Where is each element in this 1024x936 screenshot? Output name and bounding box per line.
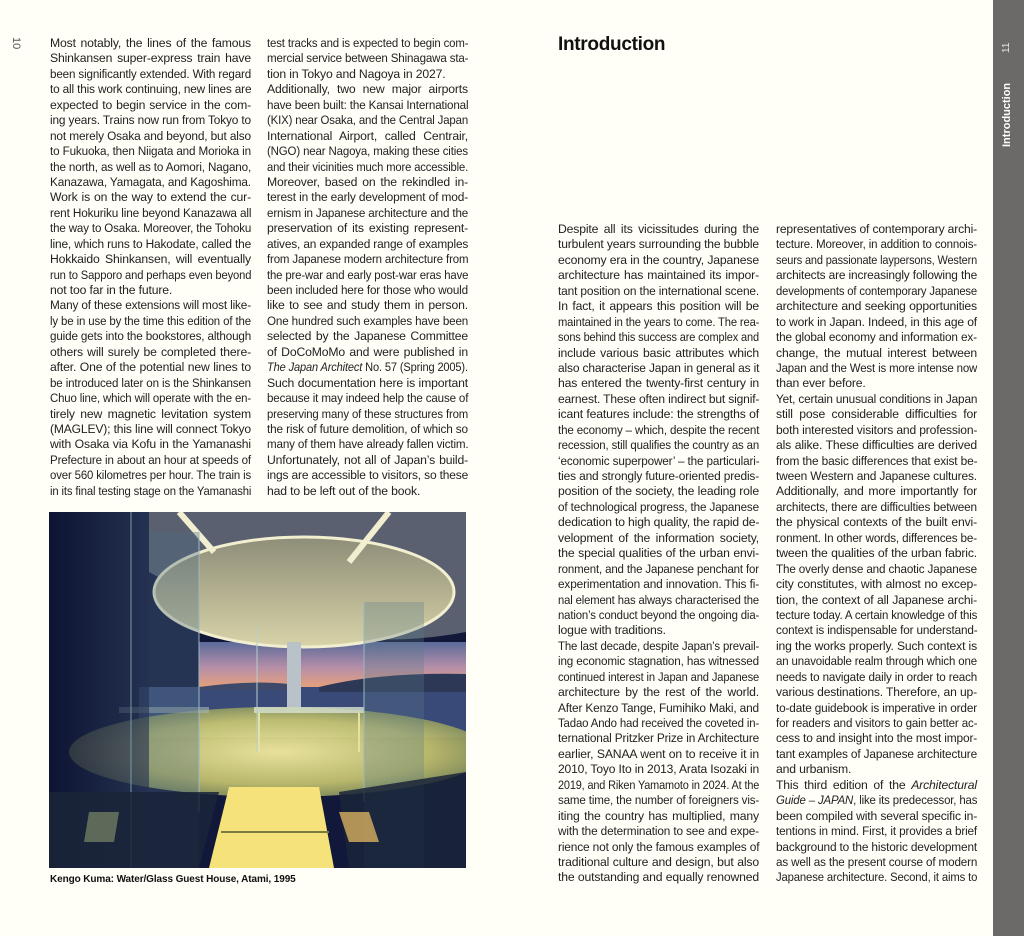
text-line: than ever before. [776,376,866,391]
text-line: Japanese architecture. Second, it aims to [776,870,978,885]
text-line: ‘economic superpower’ – the particulari- [558,453,760,468]
text-line: because it may indeed help the cause of [267,391,469,406]
text-line: ernism in Japanese architecture and the [267,205,469,220]
text-line: recession, still qualifies the country as an [558,438,760,453]
text-line: nation’s conduct beyond the ongoing dia- [558,607,760,622]
text-line: been included here for those who would [267,283,468,297]
text-line: of DoCoMoMo and were published in [267,344,468,359]
text-line: iting the country has multiplied, many [558,808,759,823]
text-line: ing years. Trains now run from Tokyo to [50,113,251,128]
text-line: tentions in mind. First, it provides a brief [776,824,978,839]
text-line: the special qualities of the urban envi- [558,546,759,561]
text-line: to work in Japan. Indeed, in this age of [776,314,977,329]
text-line: ties and strongly future-oriented predis- [558,469,760,483]
text-line: This third edition of the Architectural [776,777,977,792]
text-line: been significantly extended. With regard [50,66,252,81]
right-column-2 [776,222,977,886]
text-line: sons behind this success are complex and [558,330,759,345]
text-line: dedication to high quality, the rapid de- [558,515,760,530]
text-line: tion in Tokyo and Nagoya in 2027. [267,66,446,81]
text-line: architects are increasingly following the [776,268,978,283]
text-line: for readers and visitors to gain better ac- [776,716,978,730]
text-line: Prefecture in about an hour at speeds of [50,452,251,467]
text-line: an unavoidable realm through which one [776,654,977,669]
text-line: the economy – which, despite the recent [558,422,760,437]
text-line: background to the historic development [776,839,978,854]
text-line: icant features include: the strengths of [558,407,759,422]
text-line: architects, there are difficulties between [776,499,977,514]
text-line: preserving many of these structures from [267,406,469,421]
text-line: tecture. Moreover, in addition to connois- [776,237,977,252]
text-line: both interested visitors and profession- [776,422,978,437]
text-line: rience not only the famous examples of [558,839,760,854]
text-line: seurs and passionate laypersons, Western [776,252,978,267]
text-line: run to Sapporo and perhaps even beyond [50,267,252,282]
text-line: architecture and seeking opportunities [776,299,977,314]
text-line: like to see and study them in person. [267,298,468,313]
text-line: tion, the context of all Japanese archi- [776,592,977,607]
text-line: architecture by the rest of the world. [558,685,759,700]
text-line: have been built: the Kansai International [267,97,469,112]
text-line: logue with traditions. [558,623,666,638]
text-line: also characterise Japan in general as it [558,360,760,375]
text-line: tant examples of Japanese architecture [776,746,978,761]
text-line: tirely new magnetic levitation system [50,406,251,421]
text-line: maintained in the years to come. The rea- [558,314,760,329]
text-line: as well as the present course of modern [776,854,978,869]
text-line: Most notably, the lines of the famous [50,36,251,50]
text-line: and urbanism. [776,762,852,777]
text-line: In fact, it appears this position will be [558,299,759,314]
text-line: selected by the Japanese Committee [267,329,468,344]
page-title: Introduction [558,34,666,55]
text-line: Kanazawa, Yamagata, and Kagoshima. [50,174,251,189]
text-line: of technological progress, the Japanese [558,499,759,514]
text-line: Such documentation here is important [267,375,468,390]
text-line: velopment of the information society, [558,530,759,545]
text-line: Guide – JAPAN, like its predecessor, has [776,793,978,808]
text-line: in its final testing stage on the Yamanashi [50,483,252,498]
text-line: ternational Pritzker Prize in Architecture [558,731,760,746]
text-line: still pose considerable difficulties for [776,407,977,422]
text-line: preservation of its existing represent- [267,221,468,236]
left-column-1 [50,36,251,499]
text-line: others will surely be completed there- [50,344,251,359]
text-line: after. One of the potential new lines to [50,360,251,375]
left-column-2 [267,36,468,499]
text-line: the way to Osaka. Moreover, the Tohoku [50,221,252,236]
text-line: Additionally, and more importantly for [776,484,977,499]
text-line: earlier, SANAA went on to receive it in [558,746,759,761]
text-line: (MAGLEV); this line will connect Tokyo [50,421,251,436]
text-line: Work is on the way to extend the cur- [50,190,251,205]
page-number-left: 10 [10,37,22,50]
text-line: Additionally, two new major airports [267,82,468,97]
text-line: ing economic stagnation, has witnessed [558,654,759,669]
text-line: architecture has maintained its impor- [558,268,759,283]
text-line: the global economy and information ex- [776,330,977,345]
photo-caption: Kengo Kuma: Water/Glass Guest House, Atami, 1995 [50,874,296,885]
text-line: rent Hokuriku line beyond Kanazawa all [50,205,252,220]
text-line: The last decade, despite Japan’s prevail- [558,638,760,653]
text-line: line, which runs to Hakodate, called the [50,236,252,251]
right-column-1 [558,222,759,886]
text-line: context is indispensable for understand- [776,623,978,638]
text-line: with the determination to see and expe- [558,824,759,839]
text-line: ronment. In other words, differences be- [776,530,977,545]
text-line: city constitutes, with almost no excep- [776,577,977,592]
text-line: Despite all its vicissitudes during the [558,222,759,236]
text-line: same time, the number of foreigners vis- [558,793,760,808]
text-line: Moreover, based on the rekindled in- [267,174,468,189]
text-line: the risk of future demolition, of which so [267,421,468,436]
text-line: als alike. These difficulties are derived [776,438,977,453]
text-line: not merely Osaka and beyond, but also [50,128,251,143]
text-line: position of the society, the leading role [558,484,759,499]
text-line: from the basic differences that exist be- [776,453,978,468]
architecture-photo-illustration [49,512,466,868]
text-line: Shinkansen super-express train have [50,51,251,66]
text-line: One hundred such examples have been [267,313,469,328]
text-line: test tracks and is expected to begin com- [267,36,469,50]
text-line: turbulent years surrounding the bubble [558,237,759,252]
text-line: tant position on the international scene. [558,283,760,298]
text-line: the pre-war and early post-war eras have [267,267,469,282]
text-line: experimentation and innovation. This fi- [558,577,759,592]
text-line: the north, as well as to Aomori, Nagano, [50,159,252,174]
text-line: Yet, certain unusual conditions in Japan [776,391,978,406]
text-line: traditional culture and design, but also [558,854,759,869]
text-line: (NGO) near Nagoya, making these cities [267,144,468,159]
text-line: ings are accessible to visitors, so these [267,468,469,483]
text-line: be introduced later on is the Shinkansen [50,375,251,390]
text-line: International Airport, called Centrair, [267,128,468,143]
text-line: to Fukuoka, then Niigata and Morioka in [50,144,251,159]
text-line: ing the works properly. Such context is [776,638,977,653]
text-line: has entered the twenty-first century in [558,376,759,391]
text-line: and their vicinities much more accessible. [267,159,469,174]
text-line: 2010, Toyo Ito in 2013, Arata Isozaki in [558,762,760,777]
text-line: nal element has always characterised the [558,592,759,607]
page-number-right: 11 [1001,42,1012,53]
text-line: the physical contexts of the built envi- [776,515,977,530]
text-line: Japan and the West is more intense now [776,360,978,375]
text-line: change, the mutual interest between [776,345,977,360]
text-line: (KIX) near Osaka, and the Central Japan [267,113,469,128]
text-line: from Japanese modern architecture from [267,252,469,267]
text-line: economy era in the country, Japanese [558,252,759,267]
text-line: Chuo line, which will operate with the en- [50,391,252,406]
text-line: include various basic attributes which [558,345,759,360]
text-line: The Japan Architect No. 57 (Spring 2005). [267,360,468,375]
text-line: earnest. These often indirect but signif- [558,391,760,406]
text-line: had to be left out of the book. [267,483,421,498]
text-line: not too far in the future. [50,283,173,297]
text-line: tecture today. A certain knowledge of this [776,607,978,622]
text-line: been compiled with several specific in- [776,808,978,823]
text-line: Many of these extensions will most like- [50,298,251,313]
text-line: with Osaka via Kofu in the Yamanashi [50,437,251,452]
text-line: guide gets into the bookstores, although [50,329,252,344]
text-line: tween Western and Japanese cultures. [776,469,977,483]
text-line: cess to and insight into the most impor- [776,731,978,746]
text-line: Hokkaido Shinkansen, will eventually [50,252,251,267]
text-line: ronment, and the Japanese penchant for [558,561,759,576]
text-line: tween the qualities of the urban fabric. [776,546,977,561]
text-line: to all this work continuing, new lines are [50,82,252,97]
text-line: to-date guidebook is imperative in order [776,700,978,715]
text-line: continued interest in Japan and Japanese [558,669,760,684]
text-line: ly be in use by the time this edition of the [50,313,251,328]
text-line: representatives of contemporary archi- [776,222,977,236]
text-line: the outstanding and equally renowned [558,870,759,885]
text-line: developments of contemporary Japanese [776,283,978,298]
chapter-tab-label: Introduction [1001,82,1013,147]
text-line: The overly dense and chaotic Japanese [776,561,977,576]
text-line: After Kenzo Tange, Fumihiko Maki, and [558,700,759,715]
text-line: needs to navigate daily in order to reach [776,669,978,684]
text-line: terest in the early development of mod- [267,190,469,205]
text-line: 2019, and Riken Yamamoto in 2024. At the [558,777,760,792]
text-line: over 560 kilometres per hour. The train is [50,468,252,483]
text-line: expected to begin service in the com- [50,97,251,112]
photo-water-glass-guest-house [49,512,466,868]
text-line: many of them have already fallen victim. [267,437,469,452]
text-line: Tadao Ando had received the coveted in- [558,716,760,730]
text-line: Unfortunately, not all of Japan’s build- [267,452,468,467]
text-line: mercial service between Shinagawa sta- [267,51,469,66]
text-line: atives, an expanded range of examples [267,236,469,251]
text-line: various destinations. Therefore, an up- [776,685,977,700]
